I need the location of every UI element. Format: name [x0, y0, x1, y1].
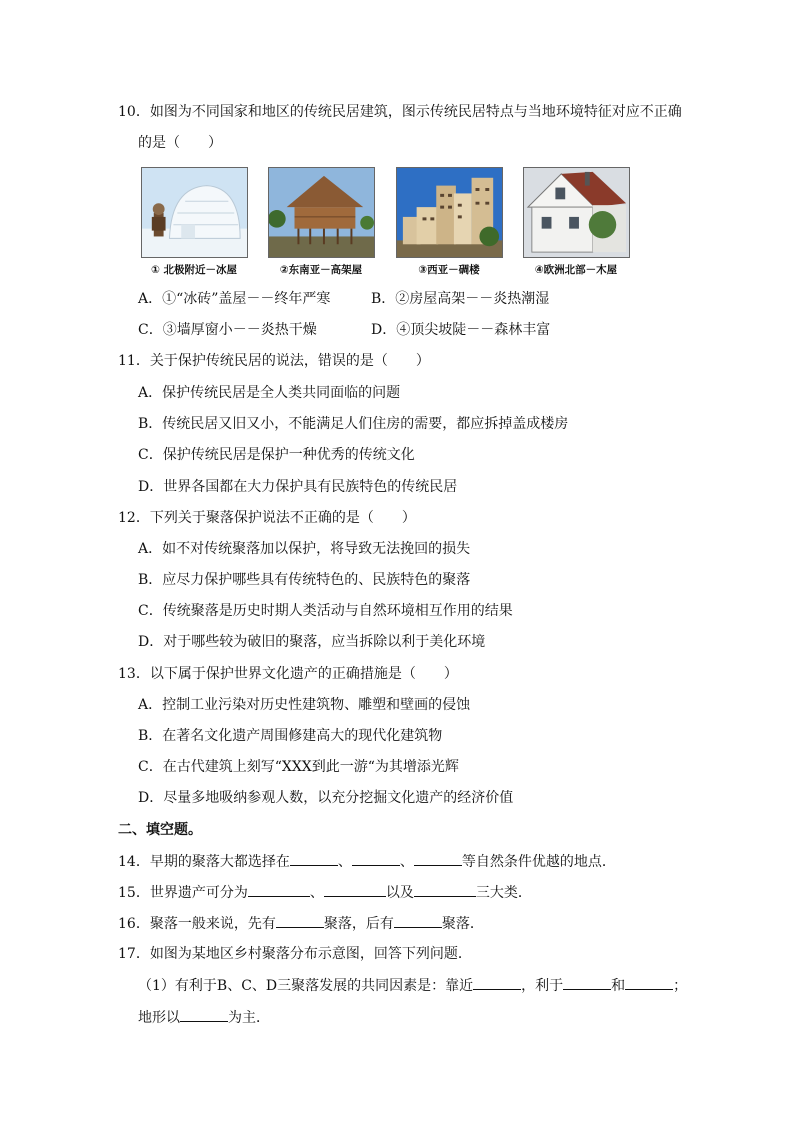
q12-option-b: B．应尽力保护哪些具有传统特色的、民族特色的聚落 — [138, 572, 471, 588]
q13-option-c: C．在古代建筑上刻写“XXX到此一游“为其增添光辉 — [138, 759, 459, 775]
q10-option-a: A．①“冰砖”盖屋－－终年严寒 — [138, 291, 331, 307]
q15-text-d: 三大类． — [475, 885, 532, 901]
q12-option-d: D．对于哪些较为破旧的聚落，应当拆除以利于美化环境 — [138, 634, 486, 650]
q17-blank-4[interactable] — [180, 1007, 228, 1022]
q17-stem: 17．如图为某地区乡村聚落分布示意图，回答下列问题． — [118, 946, 472, 962]
tower-house-photo — [396, 167, 503, 258]
q10-option-b: B．②房屋高架－－炎热潮湿 — [371, 291, 550, 307]
q14-sep-2: 、 — [399, 854, 414, 870]
q15 — [118, 882, 532, 903]
q11-option-a: A．保护传统民居是全人类共同面临的问题 — [138, 385, 401, 401]
q14-text-b: 等自然条件优越的地点． — [461, 854, 616, 870]
q13-option-b: B．在著名文化遗产周围修建高大的现代化建筑物 — [138, 728, 443, 744]
stilt-house-photo — [268, 167, 375, 258]
q16-blank-2[interactable] — [394, 913, 442, 928]
q17-sub1 — [138, 975, 687, 996]
caption-3: ③西亚－碉楼 — [418, 264, 480, 276]
q12-option-a: A．如不对传统聚落加以保护，将导致无法挽回的损失 — [138, 541, 471, 557]
q14-blank-2[interactable] — [352, 851, 400, 866]
q17-sub1-text-a: （1）有利于B、C、D三聚落发展的共同因素是：靠近 — [138, 978, 474, 994]
q17-sub1-text-c: 和 — [611, 978, 626, 994]
q15-text-a: 15．世界遗产可分为 — [118, 885, 248, 901]
q15-sep: 、 — [309, 885, 324, 901]
caption-4: ④欧洲北部－木屋 — [534, 264, 618, 276]
q17-sub1-text-b: ，利于 — [521, 978, 564, 994]
q10-option-d: D．④顶尖坡陡－－森林丰富 — [371, 322, 551, 338]
q10-stem-line2: 的是（ ） — [138, 135, 222, 151]
q12-option-c: C．传统聚落是历史时期人类活动与自然环境相互作用的结果 — [138, 603, 513, 619]
q14-blank-3[interactable] — [414, 851, 462, 866]
q14-sep-1: 、 — [337, 854, 352, 870]
q15-text-c: 以及 — [385, 885, 414, 901]
q12-stem: 12．下列关于聚落保护说法不正确的是（ ） — [118, 510, 416, 526]
q17-sub1-line2-text-a: 地形以 — [138, 1010, 180, 1026]
q16-text-b: 聚落，后有 — [323, 916, 394, 932]
q14-blank-1[interactable] — [290, 851, 338, 866]
caption-2: ②东南亚－高架屋 — [279, 264, 363, 276]
caption-1: ① 北极附近－冰屋 — [150, 264, 238, 276]
q10-stem-line1: 10．如图为不同国家和地区的传统民居建筑，图示传统民居特点与当地环境特征对应不正确 — [118, 104, 682, 120]
wooden-house-photo — [523, 167, 630, 258]
q15-blank-1[interactable] — [248, 882, 310, 897]
q15-blank-2[interactable] — [324, 882, 386, 897]
q13-stem: 13．以下属于保护世界文化遗产的正确措施是（ ） — [118, 666, 458, 682]
q17-sub1-line2-text-b: 为主． — [228, 1010, 270, 1026]
q17-blank-2[interactable] — [563, 975, 611, 990]
q16 — [118, 913, 484, 934]
q11-option-d: D．世界各国都在大力保护具有民族特色的传统民居 — [138, 479, 458, 495]
q14 — [118, 851, 616, 872]
q16-text-a: 16．聚落一般来说，先有 — [118, 916, 276, 932]
section-fill-in-title: 二、填空题。 — [118, 822, 202, 838]
q13-option-a: A．控制工业污染对历史性建筑物、雕塑和壁画的侵蚀 — [138, 697, 471, 713]
igloo-photo — [141, 167, 248, 258]
q11-option-b: B．传统民居又旧又小，不能满足人们住房的需要，都应拆掉盖成楼房 — [138, 416, 569, 432]
q17-blank-1[interactable] — [473, 975, 521, 990]
q11-option-c: C．保护传统民居是保护一种优秀的传统文化 — [138, 447, 415, 463]
q10-option-c: C．③墙厚窗小－－炎热干燥 — [138, 322, 317, 338]
q11-stem: 11．关于保护传统民居的说法，错误的是（ ） — [118, 353, 430, 369]
q17-sub1-text-d: ； — [673, 978, 688, 994]
q16-text-c: 聚落． — [441, 916, 484, 932]
q14-text-a: 14．早期的聚落大都选择在 — [118, 854, 290, 870]
q13-option-d: D．尽量多地吸纳参观人数，以充分挖掘文化遗产的经济价值 — [138, 790, 514, 806]
q17-blank-3[interactable] — [625, 975, 673, 990]
q16-blank-1[interactable] — [276, 913, 324, 928]
q15-blank-3[interactable] — [414, 882, 476, 897]
q17-sub1-line2 — [138, 1007, 270, 1028]
